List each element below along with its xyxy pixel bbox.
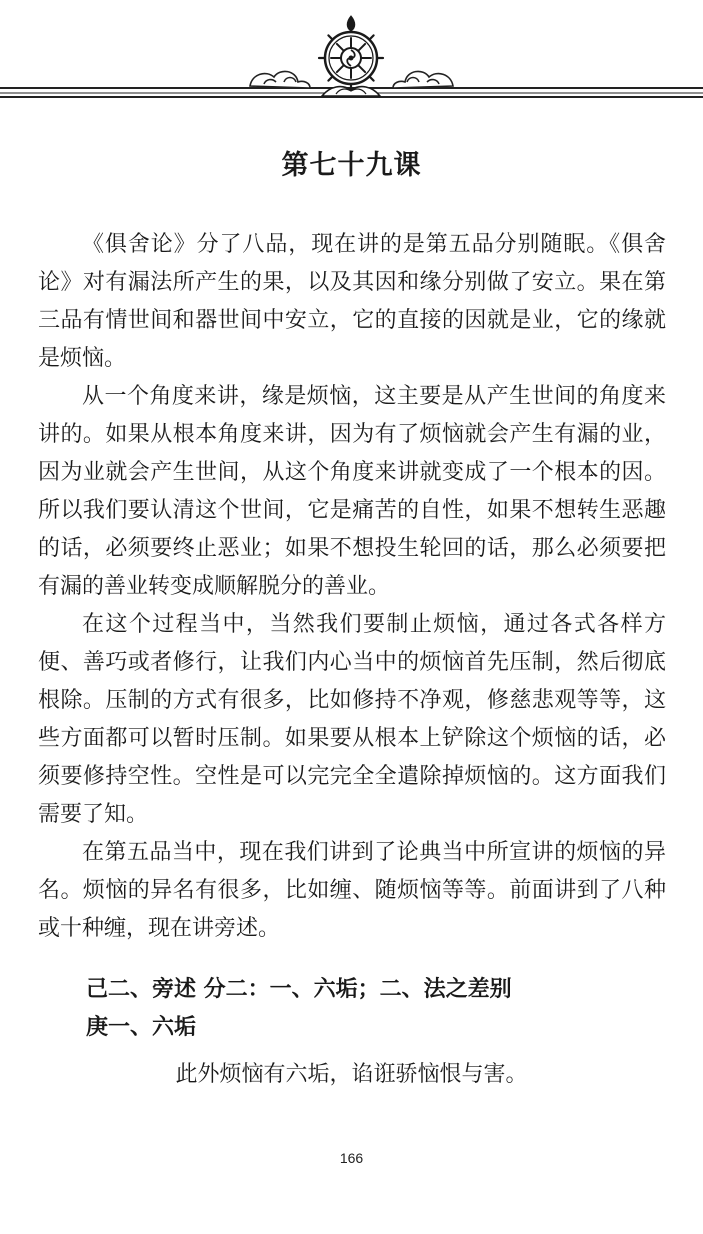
subsection-heading: 庚一、六垢: [86, 1014, 197, 1040]
header-ornament: [0, 0, 703, 110]
paragraph: 在第五品当中，现在我们讲到了论典当中所宣讲的烦恼的异名。烦恼的异名有很多，比如缠、随烦恼等等。前面讲到了八种或十种缠，现在讲旁述。: [38, 840, 666, 941]
page-number: 166: [339, 1150, 364, 1166]
paragraph: 从一个角度来讲，缘是烦恼，这主要是从产生世间的角度来讲的。如果从根本角度来讲，因为有了烦恼就会产生有漏的业，因为业就会产生世间，从这个角度来讲就变成了一个根本的因。所以我们要认清这个世间，它是痛苦的自性，如果不想转生恶趣的话，必须要终止恶业；如果不想投生轮回的话，那么必须要把有漏的善业转变成顺解脱分的善业。: [38, 384, 666, 599]
section-heading: 己二、旁述 分二：一、六垢；二、法之差别: [86, 976, 512, 1002]
paragraph: 在这个过程当中，当然我们要制止烦恼，通过各式各样方便、善巧或者修行，让我们内心当中的烦恼首先压制，然后彻底根除。压制的方式有很多，比如修持不净观，修慈悲观等等，这些方面都可以暂时压制。如果要从根本上铲除这个烦恼的话，必须要修持空性。空性是可以完完全全遣除掉烦恼的。这方面我们需要了知。: [38, 612, 666, 827]
cloud-icon: [393, 71, 453, 88]
paragraph: 《俱舍论》分了八品，现在讲的是第五品分别随眠。《俱舍论》对有漏法所产生的果，以及其因和缘分别做了安立。果在第三品有情世间和器世间中安立，它的直接的因就是业，它的缘就是烦恼。: [38, 232, 666, 371]
lesson-title: 第七十九课: [281, 150, 422, 181]
cloud-icon: [250, 71, 310, 88]
verse: 此外烦恼有六垢，谄诳骄恼恨与害。: [175, 1062, 528, 1087]
body-text: [38, 226, 666, 948]
dharma-wheel-icon: [319, 16, 383, 96]
